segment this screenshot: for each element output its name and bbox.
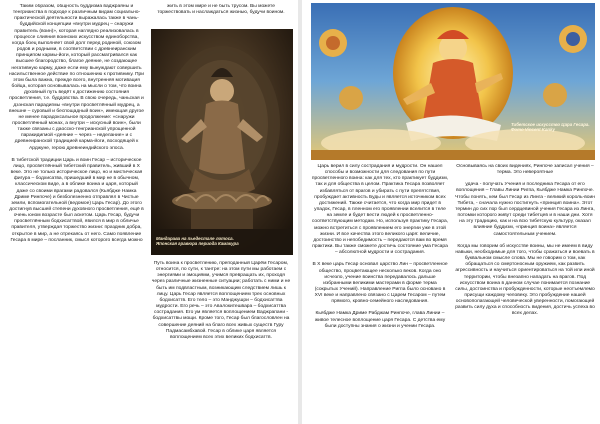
- left-column-2-top: [151, 4, 291, 28]
- right-col1-paragraph-1: Царь верил в силу сострадания и мудрости. Он нашел способы и возможности для следования по пути просветленного воина: как для тех, кто практикует буддизм, так и для общества в целом. Практика Гесара позволяет избавляться от врагов и убирать с пути препятствия, пробуждает активность Буды и является источником всех достижений. Также считается, что когда мир придет в упадок, Гесар, в пленном его проявлении вселится в теле на земле и будет вести людей к просветленно-соответствующим методам. Но, используя практику Гесара, можно встретиться с проявлением его энергии уже в этой жизни. И все качества этого великого царя: величие, достоинство и непобедимость – передаются вам во время практики. Вы также сможете достичь состояние ума Гесара – абсолютной мудрости и сострадания.: [311, 164, 449, 256]
- right-caption-line-1: Тибетское искусство Цара Гесара.: [511, 122, 590, 127]
- right-col2-paragraph-1: Основываясь на своих видениях, Ринпоче записал учения – терма. Это невероятные: [456, 164, 594, 176]
- left-column-2-bottom: [151, 261, 291, 421]
- left-image-caption: [156, 236, 291, 247]
- right-col1-paragraph-2: В X веке царь Гесар основал царство Лин – просветленное общество, процветающее несколько веков. Когда оно исчезло, учение воинства передавалось дальше избранными великими мастерами в форме терма (сокрытых Учений). Направление Ригпа было основано в XVI веке и направлено связано с Царем Гесаром – путем прямого, кровно-семейного наследования.: [312, 262, 448, 305]
- right-column-1: [311, 164, 449, 422]
- left-col1-paragraph-2: В тибетской традиции Царь и воин Гесар – историческое лицо, просветлённый тибетский правитель, живший в X веке. Это не только историческое лицо, но и мистическая фигура – бодхисатва, пришедший в мир не в обычном, классическом виде, а в облике воина и царя, который даже со своими врагами радовался (Кьябдже Намка Дриме Ринпоче) и безболезненно отправлял в Чистые земли, вспомогательной (ведомое) Царь Гесар). До этого достигнув высшей степени духовного просветления, ещё в очень юном возрасте был аскетом. Царь Гесар, будучи просветлённым бодхисаттвой, явился в мир в обличье правителя, утверждая торжество жизни: праздник добра, открытое в мир, а не отрекаясь от него. Само появление Гесара в мире – посланник, смысл которого всегда можно: [9, 157, 144, 243]
- left-caption-line-1: Мандарава на пьедестале лотоса.: [156, 236, 234, 241]
- left-column-1: [9, 4, 144, 420]
- mandarava-image: [151, 29, 293, 255]
- right-caption-line-2: Фото Vincent Kanky: [511, 127, 555, 133]
- right-col2-paragraph-3: Когда мы говорим об искусстве воины, мы не имеем в виду навыки, необходимые для того, чтобы сражаться и воевать в буквальном смысле слова. Мы не говорим о том, как обращаться со смертоносным оружием, как развить агрессивность и научиться ориентироваться на той или иной территории, чтобы внезапно нападать на врагов. Под искусством воина в данном случае понимается познание силы, достоинства и пробужденности, которые неотъемлемо присущи каждому человеку. Это пробуждение нашей основополагающей человеческой уверенности, помогающей развить силу духа и способность видения, достичь успеха во всех делах.: [455, 243, 595, 317]
- right-page: [302, 0, 600, 424]
- right-col2-paragraph-2: удача - получать Учения и последника Гесара от его воплощения – Главы Линии Ригпа, Кьябдже Намка Ринпоче. Чтобы понять, кем был Гесар из Линга - великий король-воин Тибета, - сначала нужно постигнуть «принцип воина». Этот термин до сих пор был сердцевиной учения Гесара из Линга, потомки которого живут среди тибетцев и в наши дни. Хотя на эту традицию, как и на всю тибетскую культуру, оказал влияние буддизм, «принцип воина» является самостоятельным учением.: [455, 182, 595, 237]
- mandarava-painting: [151, 29, 293, 255]
- left-caption-line-2: Японская гравюра периода Камакура: [156, 241, 239, 247]
- right-column-2: [455, 164, 595, 422]
- right-col1-paragraph-3: Кьябдже Намка Дриме Рабджам Ринпоче, глава Линии – живое телесное воплощение царя Гесара. С детства ему были доступны знания о жизни и учении Гесара.: [314, 311, 446, 329]
- left-col2-top-paragraph: жить в этом мире и не быть трусом. Вы можете торжествовать и наслаждаться жизнью, будучи воином.: [157, 4, 285, 16]
- gesar-image: [311, 3, 595, 160]
- right-image-caption: [511, 122, 595, 133]
- left-col2-bottom-paragraph: Путь воина к просветлению, преподанный Царём Гесаром, относится, по сути, к тантре: на этом пути мы работаем с энергиями и эмоциями, учимся превращать их, проходя через различные жизненные ситуации; работать с ними и не быть им подвластным, возникающим следствием лишь к лицу. Царь Гесар является воплощением трех основных бодхисаттв. Его тело – это Манджушри – бодхисаттва мудрости. Его речь – это Авалокитешвара – бодхисаттва сострадания. Его ум является воплощением Ваджрапани - бодхисаттвы мощи. Кроме того, Гесар был благословлен на совершение деяний на благо всех живых существ Гуру Падмасамбхавой. Гесар в облике царя является воплощением всех этих великих бодхисаттв.: [151, 261, 291, 340]
- gesar-thangka: [311, 3, 595, 160]
- left-col1-paragraph-1: Таким образом, общность буддизма ваджраяны и тенгрианства в подходе к различным видам социально-практической деятельности выражалась также в чань-буддийской концепции «внутри мудрец – снаружи правитель (воин)», которая наглядно реализовалась в процессе слияния воинских искусством единоборства, когда боец выполняет свой долг перед родиной, союзом родов и родными, в соответствии с древнеиранским принципом кармы-йоги, который рассматривался как высшее благородство, благое деяние, не создающее негативную карму, даже если ему вынуждают совершить насильственное действие по отношению к противнику. При этом была важна, прежде всего, внутренняя мотивация бойца, которая основывалась на мысли о том, что воина духовный путь ведёт к достижению состояния просветления, т.е. буддовства. В свою очередь, чаньская и дзэнская парадигмы «внутри просветлённый мудрец, а внешне – суровый и беспощадный воин», имеющая другое не менее парадоксальное продолжение: «снаружи просветлённый монах, а внутри – искусный воин», были также связаны с даосско-тенгрианской упрощенной паракидигмой «деяние – через – неделание» и с древнеиранской традицией карма-йоги, восходящей к Арджуне, герою древнеиндийского эпоса.: [9, 4, 144, 151]
- left-page: [0, 0, 298, 424]
